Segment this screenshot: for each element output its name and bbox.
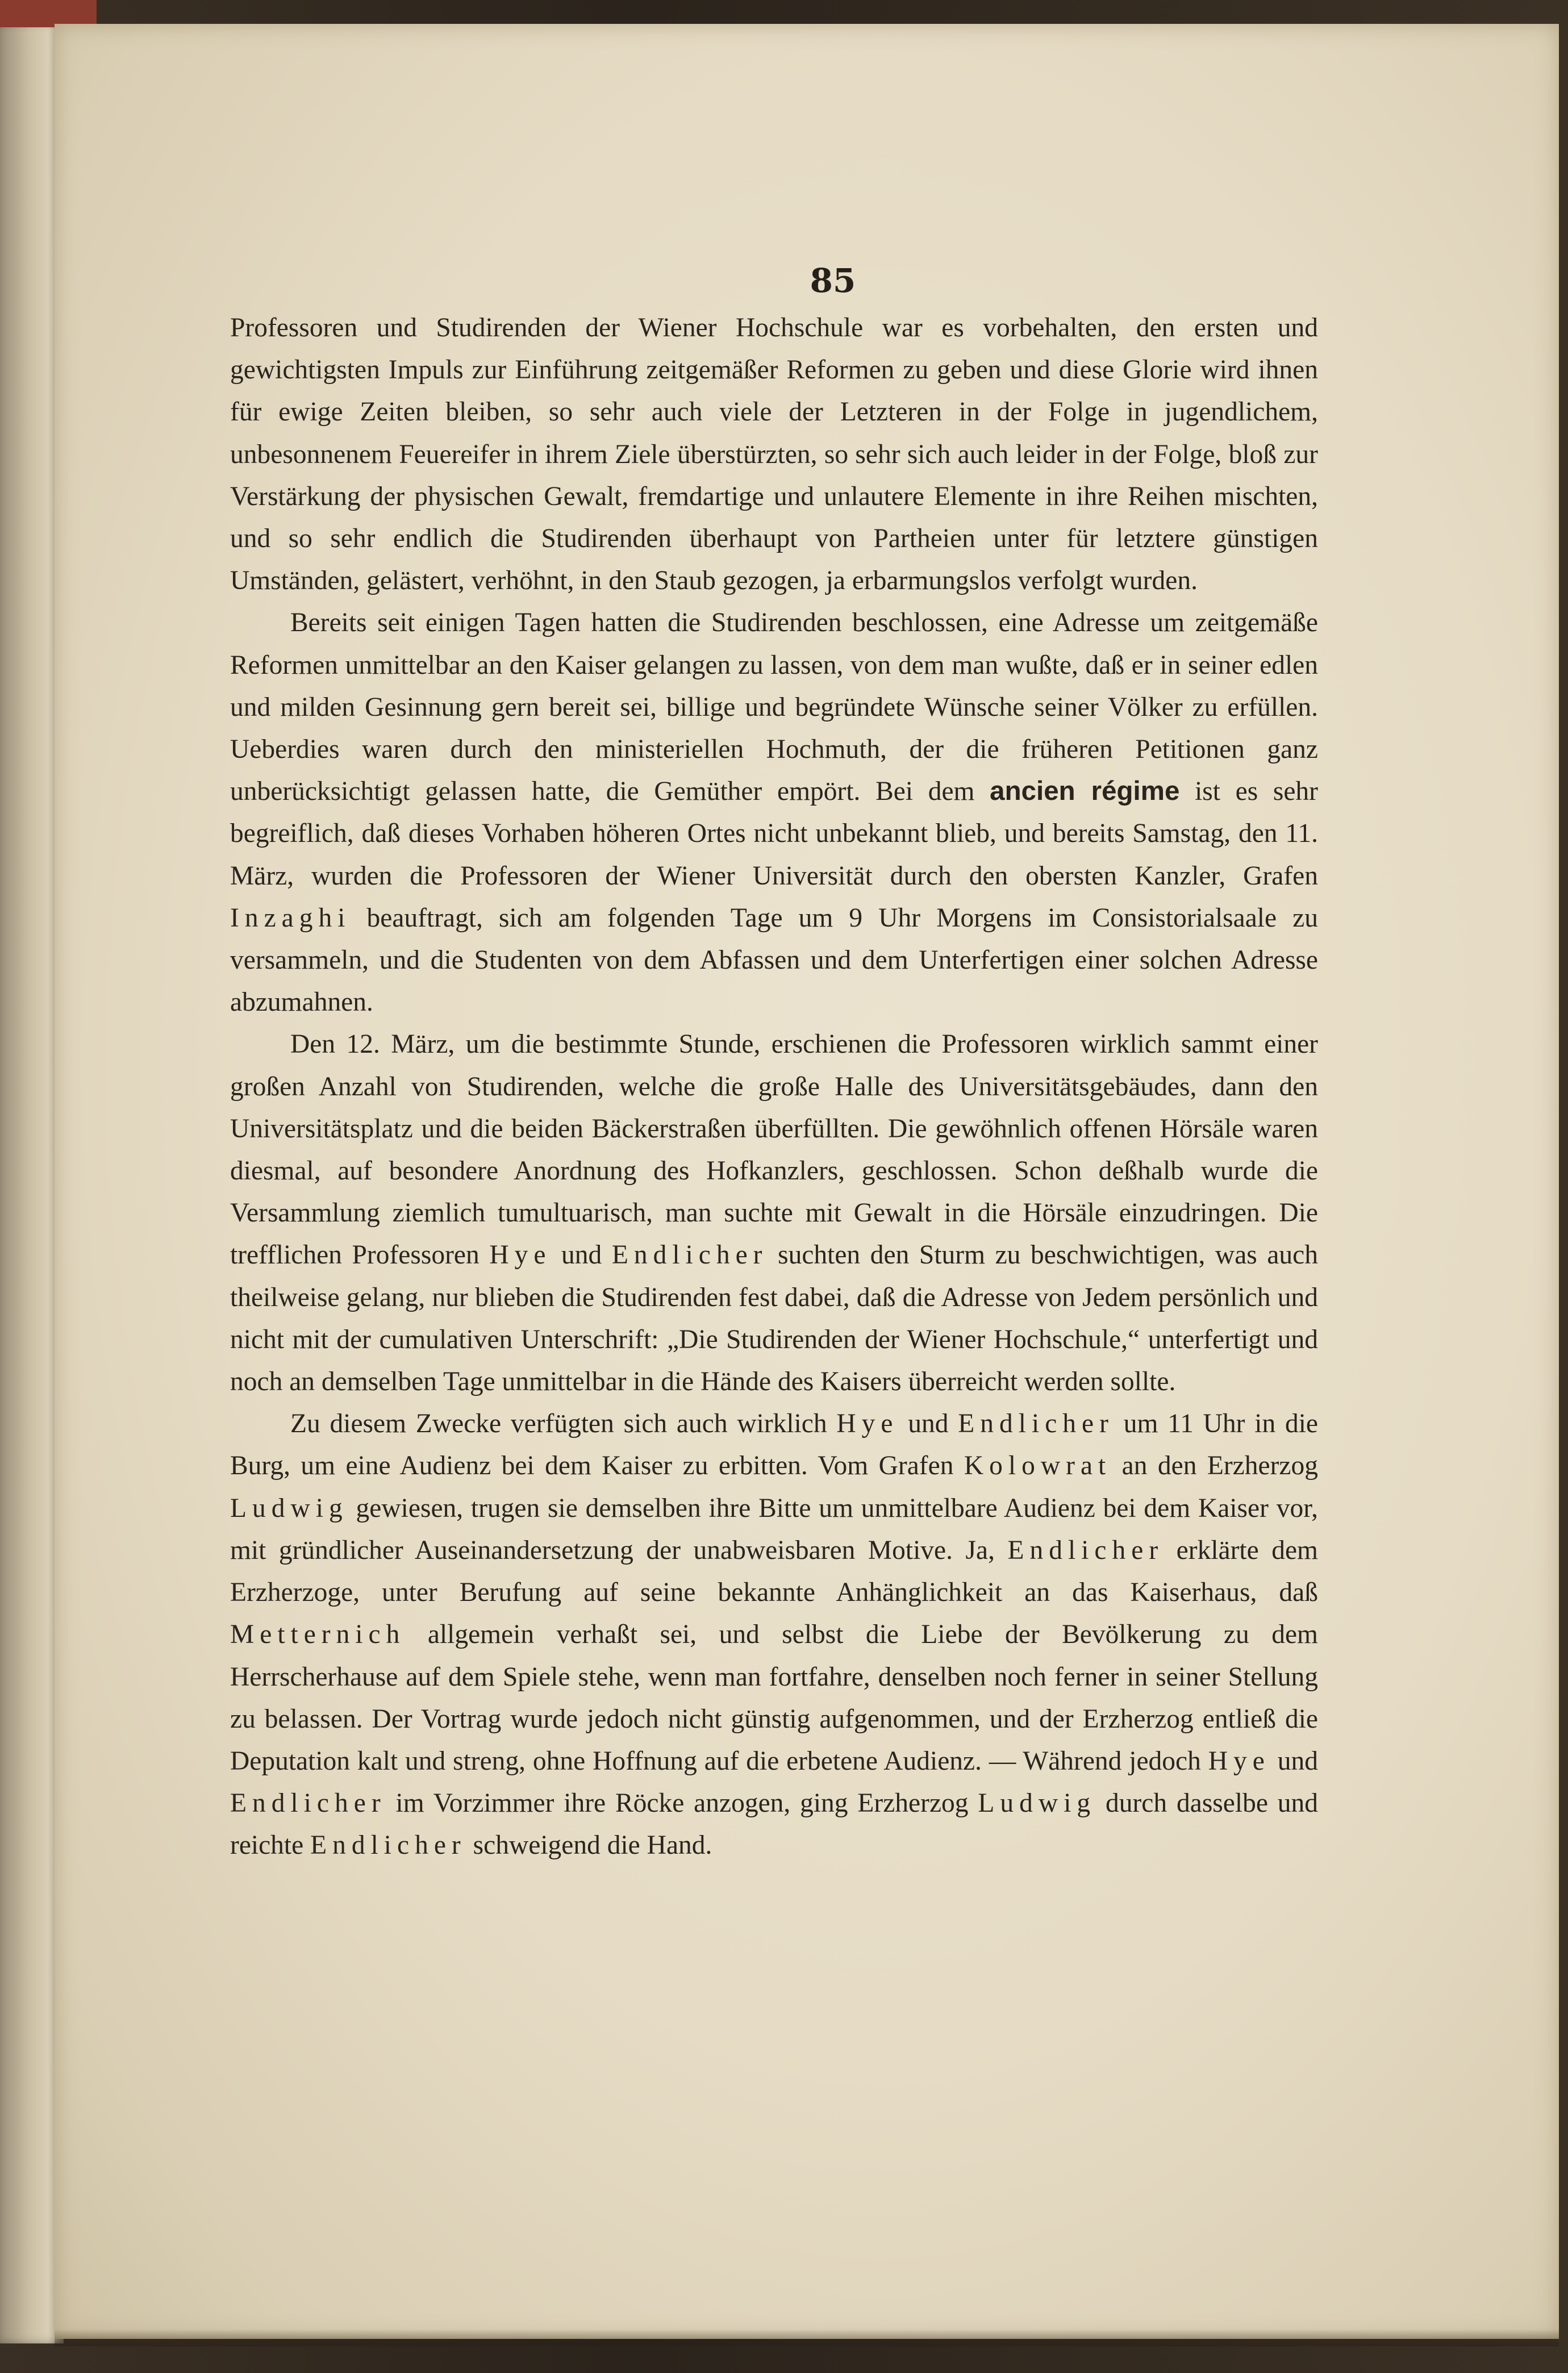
text-run: beauftragt, sich am folgenden Tage um 9 Uhr Morgens im Consistorialsaale zu versammeln, und die Studenten von dem Abfassen und dem Unterfertigen einer solchen Adresse abzumahnen.: [230, 903, 1318, 1017]
text-run: um 11 Uhr in die Burg, um eine Audienz bei dem Kaiser zu erbitten. Vom Grafen: [230, 1409, 1318, 1481]
spaced-name: Endlicher: [310, 1830, 466, 1861]
spaced-name: Endlicher: [1007, 1535, 1164, 1565]
page-bottom-shadow: [55, 2329, 1559, 2346]
spaced-name: Hye: [1208, 1746, 1270, 1776]
text-run: allgemein verhaßt sei, und selbst die Liebe der Bevölkerung zu dem Herrscherhause auf dem Spiele stehe, wenn man fortfahre, denselben noch ferner in seiner Stellung zu belassen. Der Vortrag wurde jedoch nicht günstig aufgenommen, und der Erzherzog entließ die Deputation kalt und streng, ohne Hoffnung auf die erbetene Audienz. — Während jedoch: [230, 1620, 1318, 1776]
paragraph: [230, 1403, 1318, 1866]
paragraph: [230, 602, 1318, 1023]
text-run: Zu diesem Zwecke verfügten sich auch wirklich: [290, 1409, 837, 1439]
text-run: durch dasselbe und reichte: [230, 1788, 1318, 1861]
text-run: an den Erzherzog: [1111, 1451, 1318, 1481]
spaced-name: Inzaghi: [230, 903, 351, 933]
text-run: gewiesen, trugen sie demselben ihre Bitte um unmittelbare Audienz bei dem Kaiser vor, mit gründlicher Auseinandersetzung der unabweisbaren Motive. Ja,: [230, 1493, 1318, 1565]
text-run: Bereits seit einigen Tagen hatten die Studirenden beschlossen, eine Adresse um zeitgemäße Reformen unmittelbar an den Kaiser gelangen zu lassen, von dem man wußte, daß er in seiner edlen und milden Gesinnung gern bereit sei, billige und begründete Wünsche seiner Völker zu erfüllen. Ueberdies waren durch den ministeriellen Hochmuth, der die früheren Petitionen ganz unberücksichtigt gelassen hatte, die Gemüther empört. Bei dem: [230, 608, 1318, 807]
page-number: 85: [810, 261, 856, 300]
text-run: und: [898, 1409, 958, 1439]
spaced-name: Metternich: [230, 1620, 406, 1650]
text-run: und: [1270, 1746, 1318, 1776]
paragraph: [230, 1023, 1318, 1403]
text-run: im Vorzimmer ihre Röcke anzogen, ging Erzherzog: [386, 1788, 978, 1819]
text-run: schweigend die Hand.: [466, 1830, 712, 1861]
spaced-name: Endlicher: [958, 1409, 1114, 1439]
spaced-name: Ludwig: [978, 1788, 1096, 1819]
spaced-name: Endlicher: [611, 1240, 768, 1270]
text-run: Den 12. März, um die bestimmte Stunde, erschienen die Professoren wirklich sammt einer großen Anzahl von Studirenden, welche die große Halle des Universitätsgebäudes, dann den Universitätsplatz und die beiden Bäckerstraßen überfüllten. Die gewöhnlich offenen Hörsäle waren diesmal, auf besondere Anordnung des Hofkanzlers, geschlossen. Schon deßhalb wurde die Versammlung ziemlich tumultuarisch, man suchte mit Gewalt in die Hörsäle einzudringen. Die trefflichen Professoren: [230, 1029, 1318, 1270]
body-text: [230, 307, 1318, 1867]
text-run: ist es sehr begreiflich, daß dieses Vorhaben höheren Ortes nicht unbekannt blieb, und bereits Samstag, den 11. März, wurden die Professoren der Wiener Universität durch den obersten Kanzler, Grafen: [230, 777, 1318, 891]
text-run: und: [551, 1240, 612, 1270]
spaced-name: Hye: [836, 1409, 899, 1439]
spaced-name: Endlicher: [230, 1788, 386, 1819]
text-run: suchten den Sturm zu beschwichtigen, was auch theilweise gelang, nur blieben die Studirenden fest dabei, daß die Adresse von Jedem persönlich und nicht mit der cumulativen Unterschrift: „Die Studirenden der Wiener Hochschule,“ unterfertigt und noch an demselben Tage unmittelbar in die Hände des Kaisers überreicht werden sollte.: [230, 1240, 1318, 1397]
bold-phrase: ancien régime: [990, 776, 1180, 807]
text-run: erklärte dem Erzherzoge, unter Berufung auf seine bekannte Anhänglichkeit an das Kaiserhaus, daß: [230, 1535, 1318, 1608]
paragraph: [230, 307, 1318, 602]
spaced-name: Kolowrat: [964, 1451, 1112, 1481]
text-run: Professoren und Studirenden der Wiener Hochschule war es vorbehalten, den ersten und gewichtigsten Impuls zur Einführung zeitgemäßer Reformen zu geben und diese Glorie wird ihnen für ewige Zeiten bleiben, so sehr auch viele der Letzteren in der Folge in jugendlichem, unbesonnenem Feuereifer in ihrem Ziele überstürzten, so sehr sich auch leider in der Folge, bloß zur Verstärkung der physischen Gewalt, fremdartige und unlautere Elemente in ihre Reihen mischten, und so sehr endlich die Studirenden überhaupt von Partheien unter für letztere günstigen Umständen, gelästert, verhöhnt, in den Staub gezogen, ja erbarmungslos verfolgt wurden.: [230, 313, 1318, 596]
spaced-name: Hye: [489, 1240, 552, 1270]
spaced-name: Ludwig: [230, 1493, 348, 1523]
binding-edge: [0, 0, 97, 27]
